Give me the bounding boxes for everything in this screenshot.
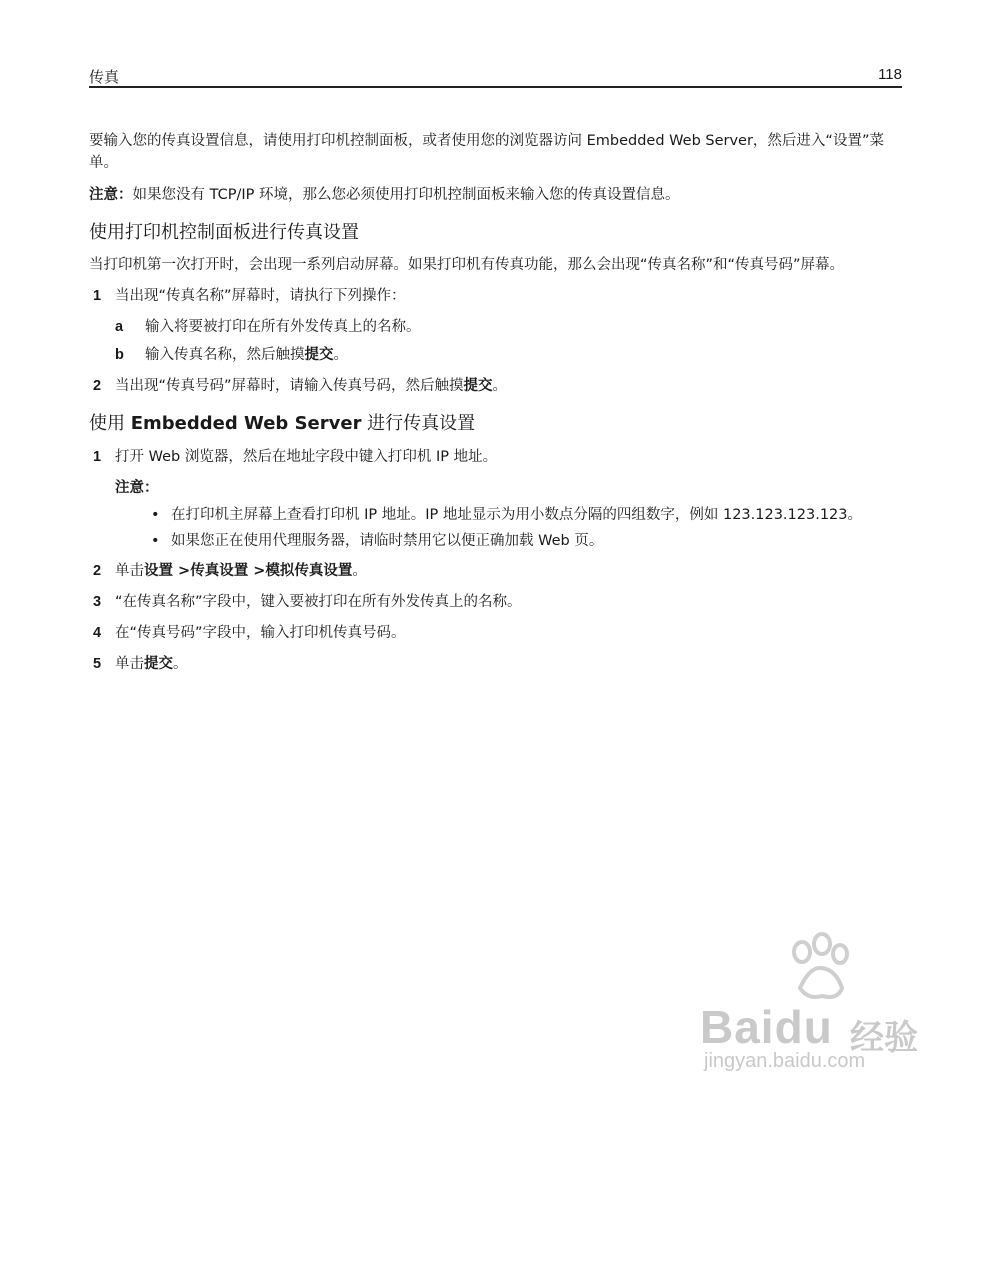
step-text: 单击 [115,563,144,579]
substep-letter: b [115,347,124,363]
step-text-end: 。 [173,656,188,672]
brand-part2: du [774,1001,833,1053]
bullet-dot-icon: • [151,507,160,523]
substeps [89,316,902,366]
submit-bold: 提交 [144,656,173,672]
bullet-list [141,505,902,551]
step-number: 5 [93,656,102,672]
baidu-watermark [700,1000,960,1072]
step-item [89,622,902,644]
section1-steps [89,285,902,397]
step-item [89,285,902,307]
substep-item [89,344,902,366]
step-text: 打开 Web 浏览器，然后在地址字段中键入打印机 IP 地址。 [115,449,498,465]
submit-bold: 提交 [463,378,493,394]
menu-path-bold: 设置 >传真设置 >模拟传真设置 [144,563,353,579]
note-label: 注意： [89,187,133,203]
step-text-end: 。 [352,563,367,579]
step-item [89,591,902,613]
heading-suffix: 进行传真设置 [361,413,476,434]
section-heading-ews [89,411,902,437]
step-text: “在传真名称”字段中，键入要被打印在所有外发传真上的名称。 [115,594,522,610]
substep-text: 输入将要被打印在所有外发传真上的名称。 [145,319,421,335]
page-content [89,130,902,684]
step-number: 1 [93,288,102,304]
brand-part1: Bai [700,1001,775,1053]
step-number: 2 [93,378,102,394]
step-text: 当出现“传真号码”屏幕时，请输入传真号码，然后触摸 [115,378,464,394]
bullet-text: 在打印机主屏幕上查看打印机 IP 地址。IP 地址显示为用小数点分隔的四组数字，例如 123.123.123.123。 [171,507,863,523]
step-text: 当出现“传真名称”屏幕时，请执行下列操作： [115,288,406,304]
step-item [89,375,902,397]
step-item [89,446,902,468]
note-block [115,477,902,551]
substep-item [89,316,902,338]
step-item [89,653,902,675]
step-text: 单击 [115,656,144,672]
note-label-text: 注意： [115,480,159,496]
page-number: 118 [878,66,902,83]
step-number: 2 [93,563,102,579]
substep-text-main: 输入传真名称，然后触摸 [145,347,305,363]
step-number: 1 [93,449,102,465]
section-heading-control-panel: 使用打印机控制面板进行传真设置 [89,222,359,243]
substep-text-end: 。 [333,347,348,363]
step-text: 在“传真号码”字段中，输入打印机传真号码。 [115,625,406,641]
step-item [89,560,902,582]
page-header [89,66,902,84]
section1-paragraph: 当打印机第一次打开时，会出现一系列启动屏幕。如果打印机有传真功能，那么会出现“传真名称”和“传真号码”屏幕。 [89,257,845,273]
step-number: 4 [93,625,102,641]
bullet-item [141,531,902,551]
bullet-dot-icon: • [151,533,160,549]
note-label [115,477,902,499]
substep-letter: a [115,319,124,335]
watermark-brand [700,1000,833,1054]
bullet-item [141,505,902,525]
baidu-paw-icon [780,930,860,1010]
step-text-end: 。 [492,378,508,394]
intro-note [89,184,902,206]
bullet-text: 如果您正在使用代理服务器，请临时禁用它以便正确加载 Web 页。 [171,533,604,549]
submit-bold: 提交 [304,347,334,363]
header-divider [89,86,902,88]
heading-bold: Embedded Web Server [130,413,362,434]
intro-paragraph: 要输入您的传真设置信息，请使用打印机控制面板，或者使用您的浏览器访问 Embedded Web Server，然后进入“设置”菜单。 [89,133,884,171]
heading-prefix: 使用 [89,413,131,434]
section2-steps [89,446,902,675]
step-number: 3 [93,594,102,610]
watermark-url: jingyan.baidu.com [704,1050,866,1072]
note-text: 如果您没有 TCP/IP 环境，那么您必须使用打印机控制面板来输入您的传真设置信息。 [132,187,680,203]
chapter-title: 传真 [89,68,120,86]
substep-text [119,344,348,366]
watermark-cn: 经验 [850,1018,918,1058]
